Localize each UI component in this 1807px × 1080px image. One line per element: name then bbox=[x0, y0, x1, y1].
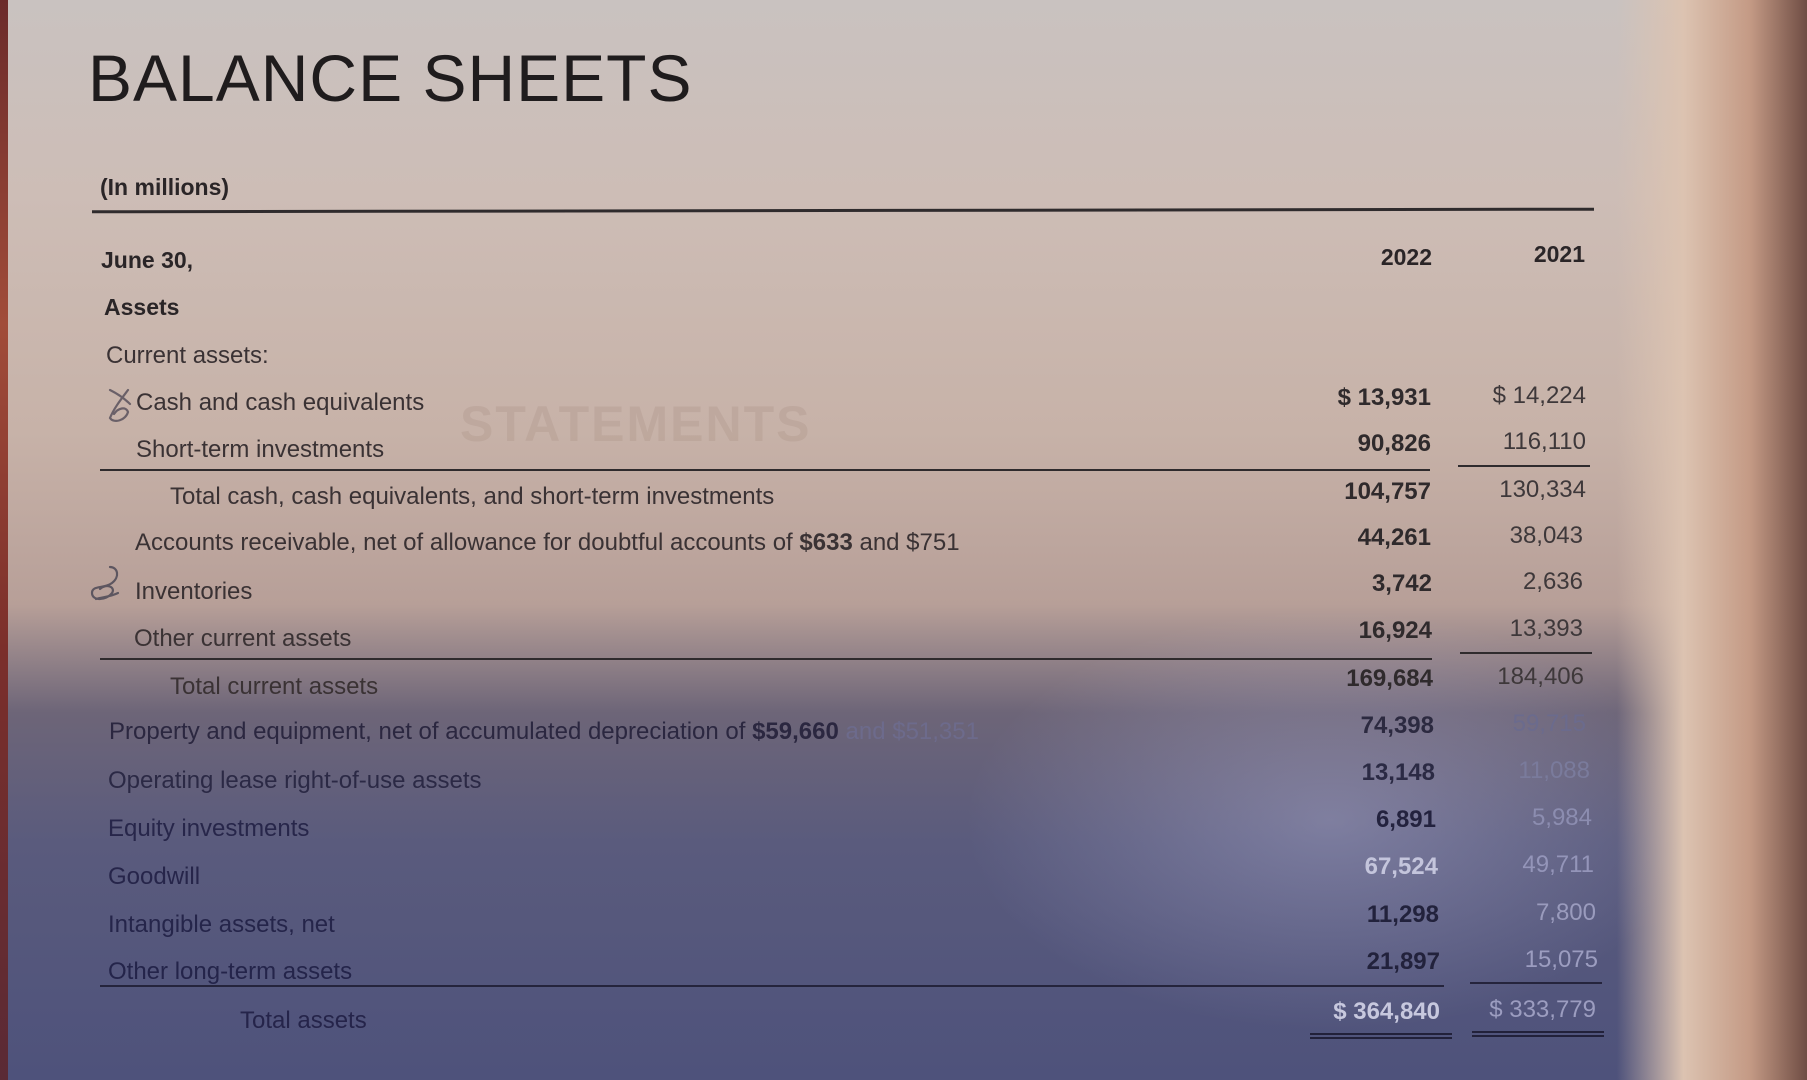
row-label-total-cash: Total cash, cash equivalents, and short-term investments bbox=[170, 483, 775, 510]
value-2022-total-assets: $ 364,840 bbox=[1333, 998, 1440, 1025]
rule-label-column bbox=[100, 658, 1432, 660]
row-label-other-long-term-assets: Other long-term assets bbox=[108, 958, 353, 985]
property-equipment-depreciation-2022: $59,660 bbox=[752, 718, 839, 745]
value-2022-operating-lease: 13,148 bbox=[1361, 759, 1435, 786]
value-2021-equity-investments: 5,984 bbox=[1531, 804, 1592, 831]
value-2021-total-assets: $ 333,779 bbox=[1489, 996, 1596, 1023]
value-2021-property-equipment: 59,715 bbox=[1512, 710, 1586, 737]
value-2021-goodwill: 49,711 bbox=[1522, 851, 1594, 878]
row-label-goodwill: Goodwill bbox=[108, 863, 201, 890]
row-label-cash: Cash and cash equivalents bbox=[136, 389, 425, 416]
subsection-current-assets: Current assets: bbox=[106, 342, 269, 369]
value-2022-total-cash: 104,757 bbox=[1344, 478, 1431, 505]
value-2022-intangible-assets: 11,298 bbox=[1366, 901, 1439, 928]
handwritten-scribble-icon bbox=[86, 563, 126, 607]
value-2021-other-current-assets: 13,393 bbox=[1509, 615, 1583, 642]
total-2021-double-underline bbox=[1472, 1031, 1604, 1033]
year-2022-header: 2022 bbox=[1380, 244, 1432, 270]
value-2021-operating-lease: 11,088 bbox=[1518, 757, 1590, 784]
row-label-total-assets: Total assets bbox=[240, 1007, 367, 1034]
value-2022-goodwill: 67,524 bbox=[1364, 853, 1438, 880]
value-2021-accounts-receivable: 38,043 bbox=[1509, 522, 1583, 549]
value-2021-inventories: 2,636 bbox=[1522, 568, 1583, 595]
units-note: (In millions) bbox=[100, 174, 230, 200]
accounts-receivable-allowance-2022: $633 bbox=[799, 529, 853, 556]
accounts-receivable-allowance-2021: and $751 bbox=[852, 529, 960, 556]
header-rule bbox=[92, 208, 1594, 214]
show-through-text: STATEMENTS bbox=[460, 396, 812, 452]
total-2022-double-underline bbox=[1310, 1037, 1452, 1039]
row-label-inventories: Inventories bbox=[135, 578, 253, 605]
section-assets: Assets bbox=[104, 294, 180, 320]
value-2022-cash: $ 13,931 bbox=[1337, 384, 1431, 411]
row-label-accounts-receivable bbox=[135, 529, 960, 557]
row-label-total-current-assets: Total current assets bbox=[170, 673, 379, 700]
property-equipment-text: Property and equipment, net of accumulated depreciation of bbox=[109, 718, 753, 745]
property-equipment-depreciation-2021: and $51,351 bbox=[838, 718, 979, 745]
rule-2021-column bbox=[1470, 982, 1602, 984]
row-label-other-current-assets: Other current assets bbox=[134, 625, 352, 652]
left-edge bbox=[0, 0, 8, 1080]
rule-2021-column bbox=[1460, 652, 1592, 654]
value-2022-equity-investments: 6,891 bbox=[1375, 806, 1436, 833]
row-label-intangible-assets: Intangible assets, net bbox=[108, 911, 335, 938]
value-2022-short-term-investments: 90,826 bbox=[1357, 430, 1431, 457]
value-2021-intangible-assets: 7,800 bbox=[1535, 899, 1596, 926]
value-2022-total-current-assets: 169,684 bbox=[1346, 665, 1433, 692]
row-label-equity-investments: Equity investments bbox=[108, 815, 310, 842]
value-2022-other-current-assets: 16,924 bbox=[1358, 617, 1432, 644]
value-2021-cash: $ 14,224 bbox=[1492, 382, 1586, 409]
value-2022-accounts-receivable: 44,261 bbox=[1357, 524, 1431, 551]
date-label: June 30, bbox=[101, 247, 194, 273]
total-2022-double-underline bbox=[1310, 1033, 1452, 1035]
value-2021-other-long-term-assets: 15,075 bbox=[1524, 946, 1598, 973]
row-label-operating-lease: Operating lease right-of-use assets bbox=[108, 767, 482, 794]
right-edge bbox=[1617, 0, 1807, 1080]
rule-2021-column bbox=[1458, 465, 1590, 467]
total-2021-double-underline bbox=[1472, 1035, 1604, 1037]
accounts-receivable-text: Accounts receivable, net of allowance for doubtful accounts of bbox=[135, 529, 800, 556]
value-2022-inventories: 3,742 bbox=[1371, 570, 1432, 597]
value-2021-short-term-investments: 116,110 bbox=[1502, 428, 1586, 455]
rule-label-column bbox=[100, 985, 1444, 987]
row-label-property-equipment bbox=[109, 718, 979, 746]
row-label-short-term-investments: Short-term investments bbox=[136, 436, 385, 463]
value-2021-total-current-assets: 184,406 bbox=[1497, 663, 1584, 690]
year-2021-header: 2021 bbox=[1533, 241, 1585, 267]
value-2021-total-cash: 130,334 bbox=[1499, 476, 1586, 503]
value-2022-property-equipment: 74,398 bbox=[1360, 712, 1434, 739]
page-title: BALANCE SHEETS bbox=[88, 41, 693, 115]
rule-label-column bbox=[100, 469, 1430, 471]
value-2022-other-long-term-assets: 21,897 bbox=[1366, 948, 1440, 975]
handwritten-scribble-icon bbox=[104, 384, 140, 428]
